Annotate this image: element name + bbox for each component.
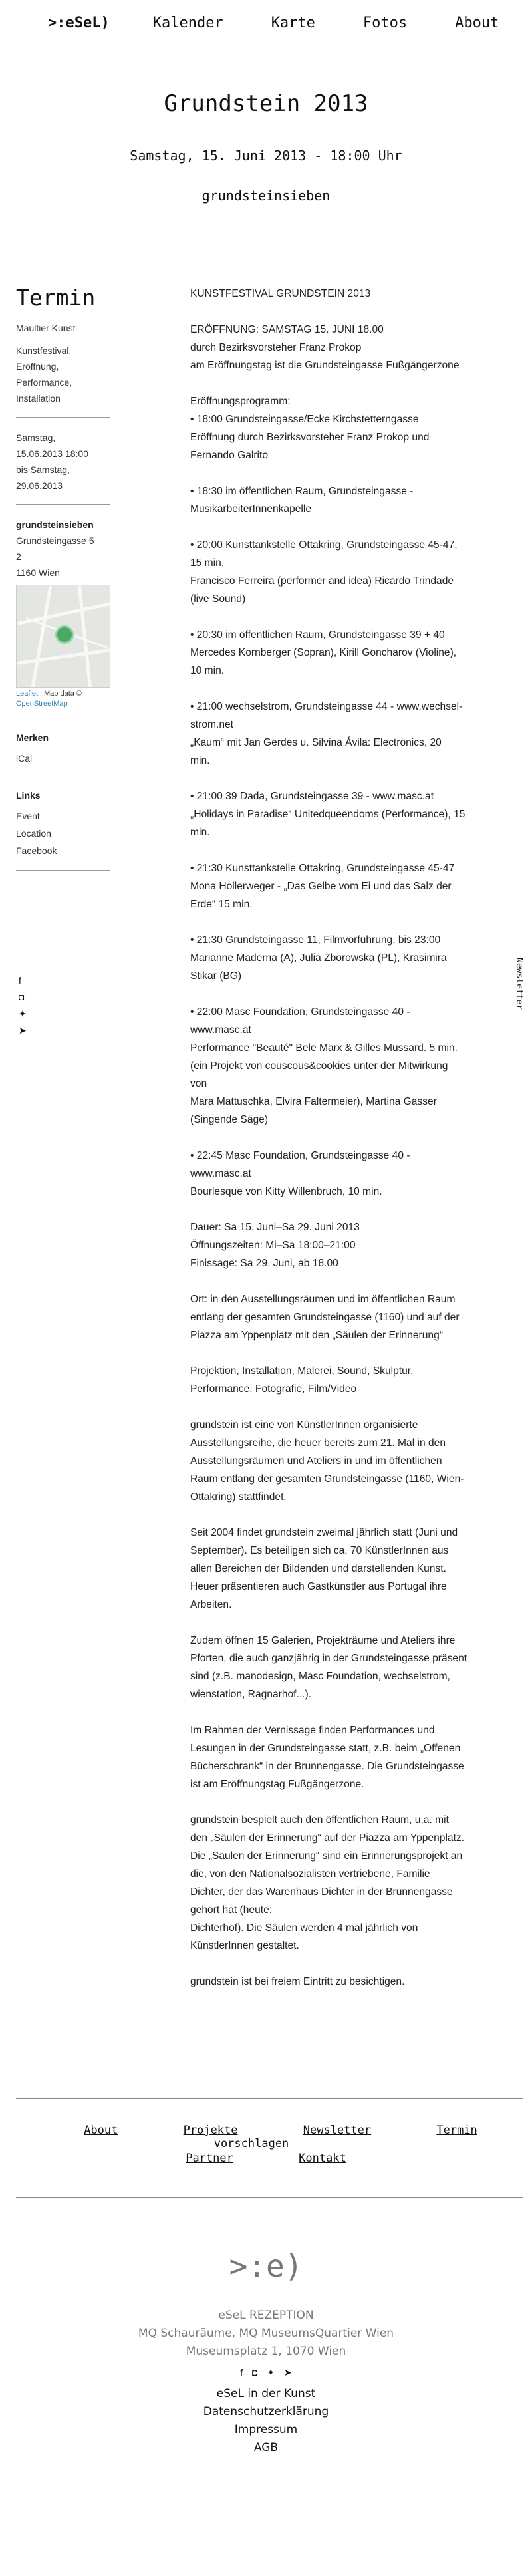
divider xyxy=(16,504,110,505)
footer-links-secondary xyxy=(0,2152,532,2165)
merken-heading: Merken xyxy=(16,732,49,743)
description-paragraph: grundstein bespielt auch den öffentlichen Raum, u.a. mit den „Säulen der Erinnerung“ auf der Piazza am Yppenplatz. Die „Säulen der Erinnerung“ sind ein Erinnerungsprojekt an die, von den Nationalsozialisten vertriebene, Familie Dichter, der das Warenhaus Dichter in der Brunnengasse gehört hat (heute: Dichterhof). Die Säulen werden 4 mal jährlich von KünstlerInnen gestaltet. xyxy=(190,1814,465,1951)
address-line: Grundsteingasse 5 xyxy=(16,535,94,546)
site-logo[interactable]: >:eSeL) xyxy=(48,15,110,31)
footer-link-datenschutz[interactable]: Datenschutzerklärung xyxy=(203,2405,329,2418)
social-icons xyxy=(19,972,27,1039)
description-paragraph: grundstein ist eine von KünstlerInnen organisierte Ausstellungsreihe, die heuer bereits zum 21. Mal in den Ausstellungsräumen und Ateliers in und im öffentlichen Raum entlang der gesamten Grundsteingasse (1160, Wien- Ottakring) stattfindet. xyxy=(190,1419,464,1503)
footer-link-newsletter[interactable]: Newsletter xyxy=(303,2124,372,2137)
description-paragraph: • 21:30 Kunsttankstelle Ottakring, Grundsteingasse 45-47 Mona Hollerweger - „Das Gelbe vom Ei und das Salz der Erde“ 15 min. xyxy=(190,863,455,910)
facebook-icon[interactable]: f xyxy=(19,975,21,986)
event-datetime: Samstag, 15. Juni 2013 - 18:00 Uhr xyxy=(130,148,402,164)
nav-item-karte[interactable]: Karte xyxy=(271,15,315,31)
org-place: MQ Schauräume, MQ MuseumsQuartier Wien xyxy=(138,2327,394,2340)
nav-item-fotos[interactable]: Fotos xyxy=(362,15,408,31)
category[interactable]: Kunstfestival, xyxy=(16,345,72,356)
instagram-icon[interactable]: ◘ xyxy=(252,2367,258,2378)
description-paragraph: Eröffnungsprogramm: • 18:00 Grundsteingasse/Ecke Kirchstetterngasse Eröffnung durch Bezirksvorsteher Franz Prokop und Fernando Galrito xyxy=(190,396,430,461)
footer-divider xyxy=(16,2098,523,2099)
footer-link-kontakt[interactable]: Kontakt xyxy=(299,2152,346,2165)
description-paragraph: • 20:30 im öffentlichen Raum, Grundsteingasse 39 + 40 Mercedes Kornberger (Sopran), Kirill Goncharov (Violine), 10 min. xyxy=(190,629,457,676)
category[interactable]: Installation xyxy=(16,393,61,404)
footer-logo[interactable]: >:e) xyxy=(229,2248,303,2284)
instagram-icon[interactable]: ◘ xyxy=(19,992,25,1002)
date-range: 15.06.2013 18:00 xyxy=(16,448,88,459)
twitter-icon[interactable]: ✦ xyxy=(267,2367,275,2378)
footer-link-partner[interactable]: Partner xyxy=(186,2152,233,2165)
footer-link-impressum[interactable]: Impressum xyxy=(234,2423,298,2436)
description-paragraph: Im Rahmen der Vernissage finden Performances und Lesungen in der Grundsteingasse statt, z.B. beim „Offenen Bücherschrank“ in der Brunnengasse. Die Grundsteingasse ist am Eröffnungstag Fußgängerzone. xyxy=(190,1725,464,1790)
description-paragraph: KUNSTFESTIVAL GRUNDSTEIN 2013 xyxy=(190,288,371,299)
location-map[interactable] xyxy=(16,585,110,688)
sidebar-heading: Termin xyxy=(16,285,96,311)
description-paragraph: ERÖFFNUNG: SAMSTAG 15. JUNI 18.00 durch Bezirksvorsteher Franz Prokop am Eröffnungstag ist die Grundsteingasse Fußgängerzone xyxy=(190,324,460,371)
ical-link[interactable]: iCal xyxy=(16,753,33,764)
divider xyxy=(16,870,110,871)
twitter-icon[interactable]: ✦ xyxy=(19,1008,27,1019)
osm-link[interactable]: OpenStreetMap xyxy=(16,700,68,708)
description-paragraph: • 21:00 39 Dada, Grundsteingasse 39 - www.masc.at „Holidays in Paradise“ Unitedqueendoms (Performance), 15 min. xyxy=(190,791,466,838)
description-paragraph: • 22:00 Masc Foundation, Grundsteingasse 40 - www.masc.at Performance "Beauté" Bele Marx & Gilles Mussard. 5 min. (ein Projekt von couscous&cookies unter der Mitwirkung von Mara Mattuschka, Elvira Faltermeier), Martina Gasser (Singende Säge) xyxy=(190,1006,458,1125)
footer-address xyxy=(0,2307,532,2361)
event-description xyxy=(190,285,520,2009)
nav-item-kalender[interactable]: Kalender xyxy=(152,15,223,31)
description-paragraph: Projektion, Installation, Malerei, Sound, Skulptur, Performance, Fotografie, Film/Video xyxy=(190,1365,414,1395)
footer-link-about[interactable]: About xyxy=(84,2124,118,2137)
date-range: 29.06.2013 xyxy=(16,480,63,491)
location-name[interactable]: grundsteinsieben xyxy=(16,519,94,530)
organizer[interactable]: Maultier Kunst xyxy=(16,323,76,333)
description-paragraph: Zudem öffnen 15 Galerien, Projekträume und Ateliers ihre Pforten, die auch ganzjährig in der Grundsteingasse präsent sind (z.B. manodesign, Masc Foundation, wechselstrom, wienstation, Ragnarhof...). xyxy=(190,1635,467,1700)
description-paragraph: • 20:00 Kunsttankstelle Ottakring, Grundsteingasse 45-47, 15 min. Francisco Ferreira (performer and idea) Ricardo Trindade (live Sound) xyxy=(190,539,458,605)
event-sidebar xyxy=(16,285,110,883)
org-name: eSeL REZEPTION xyxy=(218,2309,314,2322)
description-paragraph: Seit 2004 findet grundstein zweimal jährlich statt (Juni und September). Es beteiligen sich ca. 70 KünstlerInnen aus allen Bereichen der Bildenden und darstellenden Kunst. Heuer präsentieren auch Gastkünstler aus Portugal ihre Arbeiten. xyxy=(190,1527,458,1610)
telegram-icon[interactable]: ➤ xyxy=(19,1025,27,1036)
event-title: Grundstein 2013 xyxy=(164,90,368,117)
footer-link-projekte[interactable]: Projekte xyxy=(183,2124,238,2137)
divider xyxy=(16,417,110,418)
footer-divider xyxy=(16,2197,523,2198)
event-venue[interactable]: grundsteinsieben xyxy=(201,188,331,204)
description-paragraph: Ort: in den Ausstellungsräumen und im öffentlichen Raum entlang der gesamten Grundsteingasse (1160) und auf der Piazza am Yppenplatz mit den „Säulen der Erinnerung“ xyxy=(190,1294,460,1341)
footer-link-esel-in-der-kunst[interactable]: eSeL in der Kunst xyxy=(216,2387,316,2400)
footer-social-icons xyxy=(0,2367,532,2378)
map-marker-icon[interactable] xyxy=(55,625,74,644)
description-paragraph: grundstein ist bei freiem Eintritt zu besichtigen. xyxy=(190,1976,405,1987)
telegram-icon[interactable]: ➤ xyxy=(284,2367,292,2378)
address-line: 2 xyxy=(16,551,21,562)
link-event[interactable]: Event xyxy=(16,811,40,821)
description-paragraph: • 21:30 Grundsteingasse 11, Filmvorführung, bis 23:00 Marianne Maderna (A), Julia Zborowska (PL), Krasimira Stikar (BG) xyxy=(190,934,447,982)
footer-link-termin-vorschlagen[interactable]: Termin vorschlagen xyxy=(213,2124,477,2150)
description-paragraph: • 22:45 Masc Foundation, Grundsteingasse 40 - www.masc.at Bourlesque von Kitty Willenbruch, 10 min. xyxy=(190,1150,410,1197)
description-paragraph: • 21:00 wechselstrom, Grundsteingasse 44 - www.wechsel- strom.net „Kaum“ mit Jan Gerdes u. Silvina Ávila: Electronics, 20 min. xyxy=(190,701,463,766)
leaflet-link[interactable]: Leaflet xyxy=(16,690,39,698)
category[interactable]: Eröffnung, xyxy=(16,361,59,372)
date-range: bis Samstag, xyxy=(16,464,70,475)
description-paragraph: • 18:30 im öffentlichen Raum, Grundsteingasse - MusikarbeiterInnenkapelle xyxy=(190,486,414,515)
link-location[interactable]: Location xyxy=(16,828,51,839)
footer-legal-links xyxy=(0,2385,532,2457)
top-nav xyxy=(48,15,532,31)
nav-item-about[interactable]: About xyxy=(455,15,499,31)
link-facebook[interactable]: Facebook xyxy=(16,845,57,856)
footer-link-agb[interactable]: AGB xyxy=(253,2441,279,2454)
links-heading: Links xyxy=(16,790,41,801)
footer-links xyxy=(0,2124,532,2150)
address-line: 1160 Wien xyxy=(16,567,60,578)
newsletter-tab-label[interactable]: Newsletter xyxy=(514,958,524,1010)
facebook-icon[interactable]: f xyxy=(240,2367,243,2378)
description-paragraph: Dauer: Sa 15. Juni–Sa 29. Juni 2013 Öffnungszeiten: Mi–Sa 18:00–21:00 Finissage: Sa 29. Juni, ab 18.00 xyxy=(190,1222,360,1269)
date-range: Samstag, xyxy=(16,432,56,443)
org-address: Museumsplatz 1, 1070 Wien xyxy=(186,2345,346,2358)
category[interactable]: Performance, xyxy=(16,377,72,388)
map-attribution: Leaflet | Map data © OpenStreetMap xyxy=(16,690,82,708)
